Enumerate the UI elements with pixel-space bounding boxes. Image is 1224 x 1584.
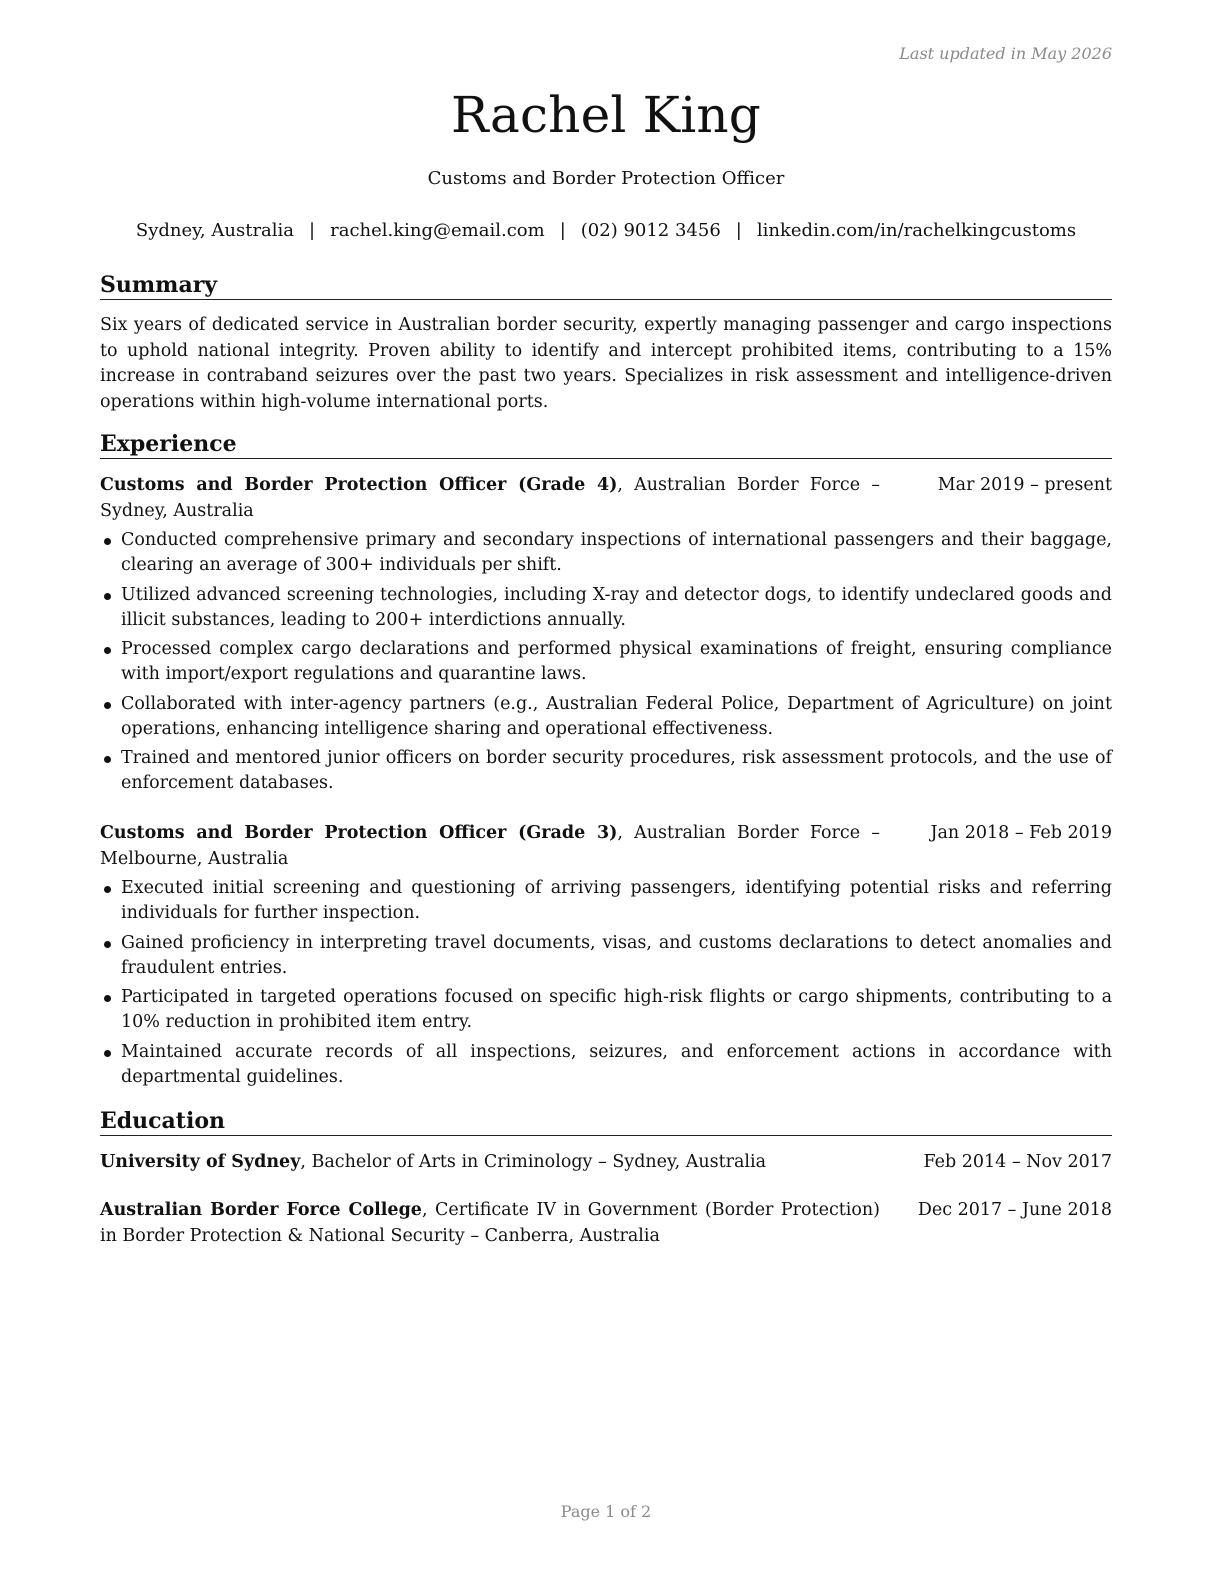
job-dates: Mar 2019 – present bbox=[937, 475, 1112, 495]
job-bullet bbox=[100, 528, 1112, 578]
job-bullet bbox=[100, 746, 1112, 796]
section-title-experience: Experience bbox=[100, 431, 1112, 459]
job-employer: , Australian Border Force – Sydney, Australia bbox=[100, 475, 880, 521]
bullet-icon bbox=[104, 886, 111, 893]
education-header bbox=[100, 1150, 1112, 1176]
job-bullet-text: Processed complex cargo declarations and performed physical examinations of freight, ensuring compliance with import/export regulations and quarantine laws. bbox=[121, 639, 1112, 684]
job-header bbox=[100, 473, 1112, 524]
education-header bbox=[100, 1198, 1112, 1249]
job-bullet-text: Participated in targeted operations focused on specific high-risk flights or cargo shipments, contributing to a 10% reduction in prohibited item entry. bbox=[121, 987, 1112, 1032]
job-header bbox=[100, 821, 1112, 872]
bullet-icon bbox=[104, 995, 111, 1002]
section-title-summary: Summary bbox=[100, 272, 1112, 300]
contact-separator: | bbox=[735, 220, 742, 241]
education-line bbox=[100, 1150, 880, 1176]
contact-linkedin[interactable]: linkedin.com/in/rachelkingcustoms bbox=[756, 220, 1077, 241]
candidate-name: Rachel King bbox=[450, 86, 762, 144]
job-bullet-text: Executed initial screening and questioning of arriving passengers, identifying potential risks and referring individuals for further inspection. bbox=[121, 878, 1112, 923]
education-dates: Dec 2017 – June 2018 bbox=[917, 1200, 1112, 1220]
contact-line bbox=[100, 220, 1112, 241]
education-entry bbox=[100, 1150, 1112, 1176]
bullet-icon bbox=[104, 941, 111, 948]
job-bullet-text: Collaborated with inter-agency partners (e.g., Australian Federal Police, Department of Agriculture) on joint operations, enhancing intelligence sharing and operational effectiveness. bbox=[121, 693, 1112, 739]
bullet-icon bbox=[104, 756, 111, 763]
job-bullet bbox=[100, 931, 1112, 981]
contact-phone: (02) 9012 3456 bbox=[580, 220, 721, 241]
bullet-icon bbox=[104, 647, 111, 654]
education-institution: University of Sydney bbox=[100, 1152, 301, 1172]
summary-text: Six years of dedicated service in Australian border security, expertly managing passenger and cargo inspections to uphold national integrity. Proven ability to identify and intercept prohibited items, contributing to a 15% increase in contraband seizures over the past two years. Specializes in risk assessment and intelligence-driven operations within high-volume international ports. bbox=[100, 315, 1112, 412]
contact-email[interactable]: rachel.king@email.com bbox=[330, 220, 545, 241]
page-number: Page 1 of 2 bbox=[560, 1502, 652, 1521]
job-role: Customs and Border Protection Officer (Grade 4) bbox=[100, 475, 618, 495]
job-bullet-text: Trained and mentored junior officers on border security procedures, risk assessment protocols, and the use of enforcement databases. bbox=[121, 748, 1112, 793]
job-bullet bbox=[100, 1040, 1112, 1090]
job-bullet bbox=[100, 692, 1112, 742]
job-dates: Jan 2018 – Feb 2019 bbox=[930, 823, 1112, 843]
resume-page bbox=[100, 0, 1112, 1584]
bullet-icon bbox=[104, 538, 111, 545]
contact-location: Sydney, Australia bbox=[135, 220, 295, 241]
job-bullet bbox=[100, 876, 1112, 926]
job-bullet-text: Conducted comprehensive primary and secondary inspections of international passengers and their baggage, clearing an average of 300+ individuals per shift. bbox=[121, 530, 1112, 575]
job-bullet bbox=[100, 583, 1112, 633]
last-updated-note: Last updated in May 2026 bbox=[899, 44, 1112, 63]
job-bullet-text: Utilized advanced screening technologies, including X-ray and detector dogs, to identify undeclared goods and illicit substances, leading to 200+ interdictions annually. bbox=[121, 584, 1112, 630]
job-bullet-text: Gained proficiency in interpreting travel documents, visas, and customs declarations to detect anomalies and fraudulent entries. bbox=[121, 932, 1112, 978]
education-degree: , Certificate IV in Government (Border Protection) in Border Protection & National Security – Canberra, Australia bbox=[100, 1200, 881, 1246]
job-entry bbox=[100, 473, 1112, 801]
job-bullets bbox=[100, 876, 1112, 1090]
job-entry bbox=[100, 821, 1112, 1094]
job-title-line bbox=[100, 821, 880, 872]
job-title-line bbox=[100, 473, 880, 524]
section-title-education: Education bbox=[100, 1108, 1112, 1136]
job-bullet-text: Maintained accurate records of all inspections, seizures, and enforcement actions in accordance with departmental guidelines. bbox=[121, 1041, 1112, 1087]
job-bullets bbox=[100, 528, 1112, 796]
education-degree: , Bachelor of Arts in Criminology – Sydney, Australia bbox=[300, 1152, 767, 1172]
contact-separator: | bbox=[309, 220, 316, 241]
education-institution: Australian Border Force College bbox=[100, 1200, 422, 1220]
education-entry bbox=[100, 1198, 1112, 1249]
contact-separator: | bbox=[559, 220, 566, 241]
job-bullet bbox=[100, 637, 1112, 687]
bullet-icon bbox=[104, 702, 111, 709]
education-dates: Feb 2014 – Nov 2017 bbox=[923, 1152, 1112, 1172]
candidate-headline: Customs and Border Protection Officer bbox=[427, 168, 785, 189]
bullet-icon bbox=[104, 593, 111, 600]
job-role: Customs and Border Protection Officer (Grade 3) bbox=[100, 823, 618, 843]
job-employer: , Australian Border Force – Melbourne, Australia bbox=[100, 823, 880, 869]
bullet-icon bbox=[104, 1050, 111, 1057]
job-bullet bbox=[100, 985, 1112, 1035]
education-line bbox=[100, 1198, 880, 1249]
